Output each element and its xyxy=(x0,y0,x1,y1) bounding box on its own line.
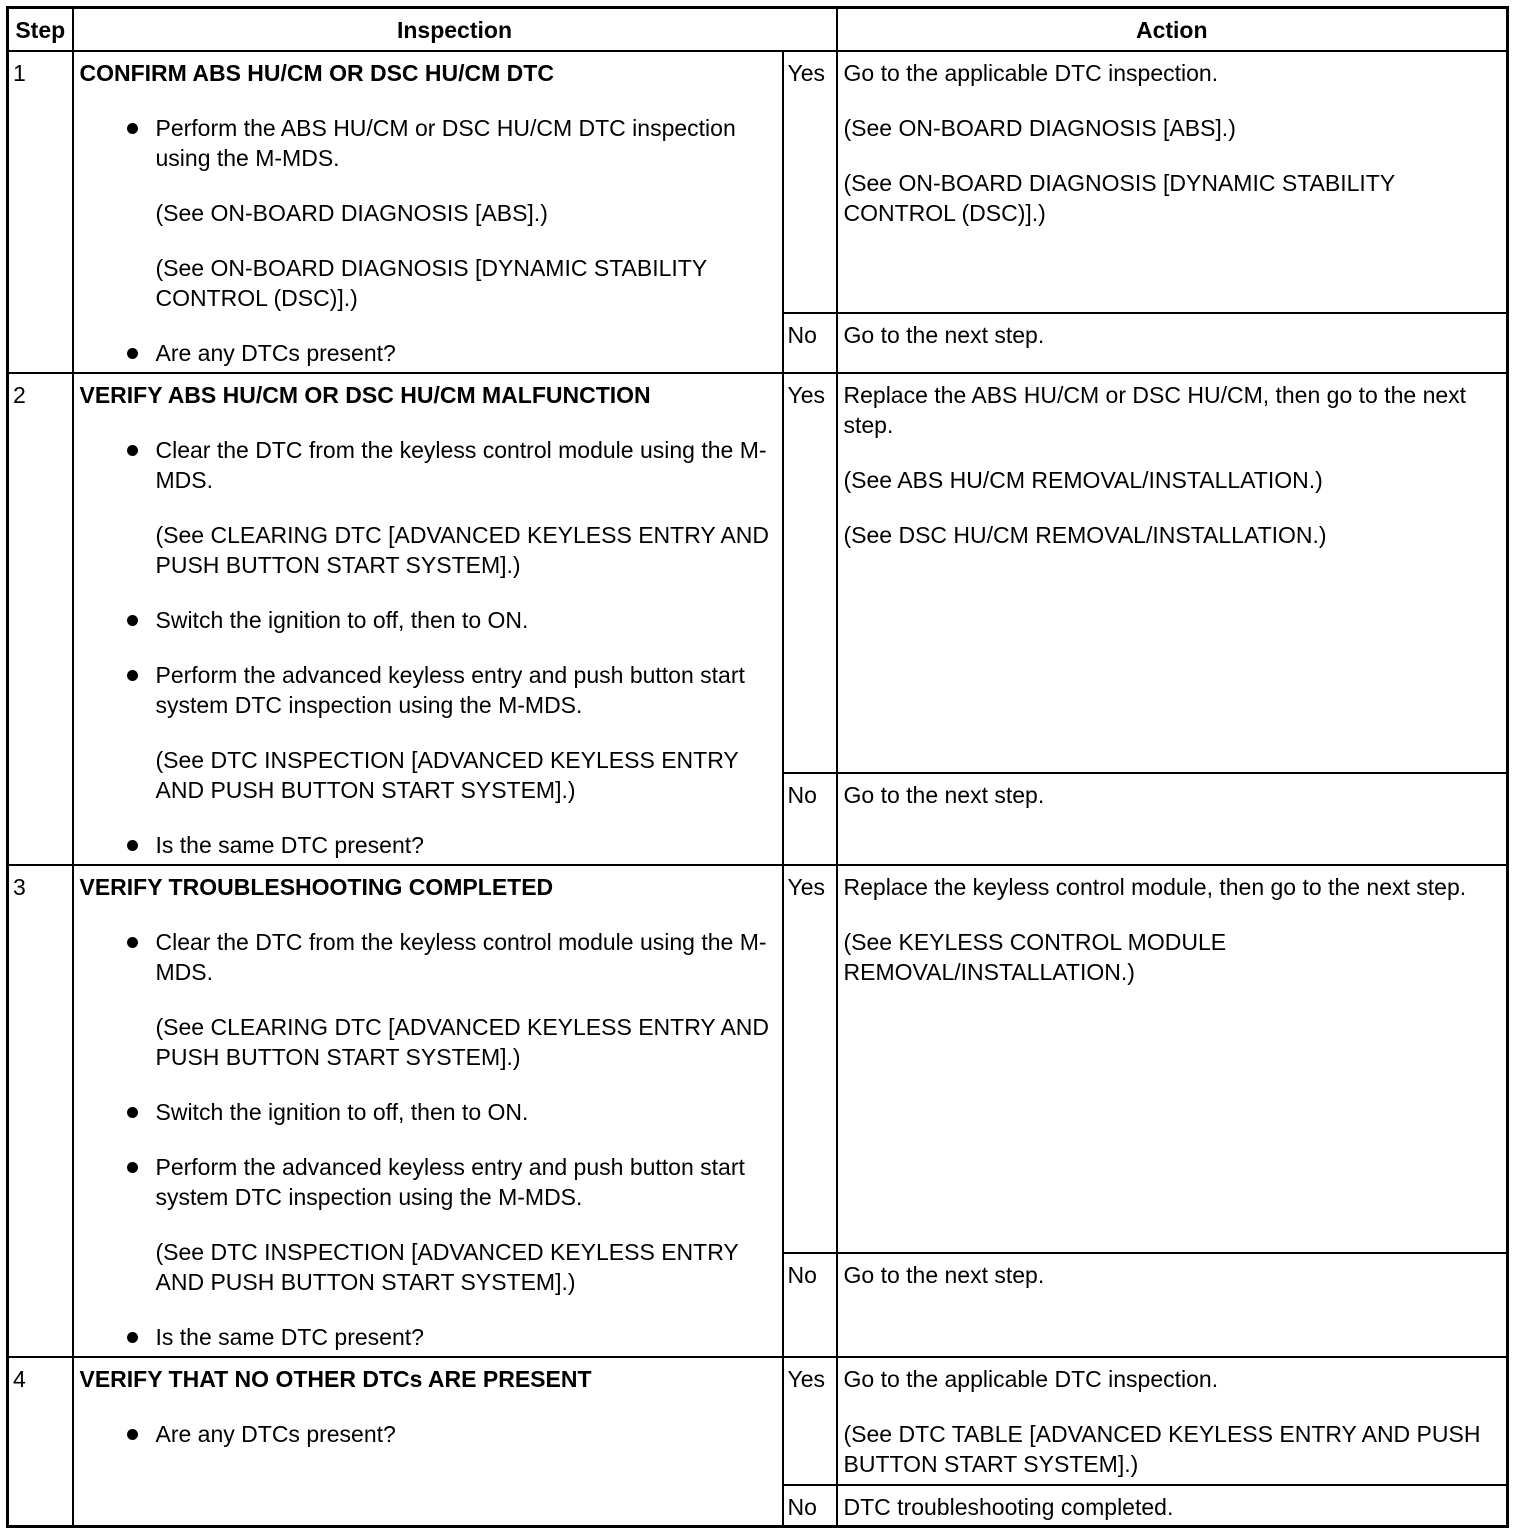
no-label: No xyxy=(783,773,837,865)
bullet-item xyxy=(80,660,774,720)
header-inspection: Inspection xyxy=(73,8,837,51)
step-number: 3 xyxy=(8,865,73,1357)
yes-action xyxy=(837,51,1508,313)
bullet-text: Perform the advanced keyless entry and push button start system DTC inspection using the M-MDS. xyxy=(155,1153,745,1210)
step-number: 1 xyxy=(8,51,73,373)
bullet-text: Switch the ignition to off, then to ON. xyxy=(155,606,529,633)
step-inspection xyxy=(73,1357,783,1527)
step-inspection xyxy=(73,865,783,1357)
bullet-text: Are any DTCs present? xyxy=(155,339,396,366)
no-label: No xyxy=(783,1485,837,1527)
header-step: Step xyxy=(8,8,73,51)
step-title: CONFIRM ABS HU/CM OR DSC HU/CM DTC xyxy=(79,59,554,86)
bullet-text: Perform the advanced keyless entry and push button start system DTC inspection using the M-MDS. xyxy=(155,661,745,718)
no-action: Go to the next step. xyxy=(837,773,1508,865)
action-text: Go to the applicable DTC inspection. xyxy=(843,59,1219,86)
header-action: Action xyxy=(837,8,1508,51)
action-reference: (See ON-BOARD DIAGNOSIS [DYNAMIC STABILITY CONTROL (DSC)].) xyxy=(843,169,1395,226)
step-4-yes-row xyxy=(8,1357,1508,1485)
step-title: VERIFY ABS HU/CM OR DSC HU/CM MALFUNCTION xyxy=(79,381,651,408)
step-2-yes-row xyxy=(8,373,1508,773)
bullet-item xyxy=(80,1419,774,1449)
step-number: 4 xyxy=(8,1357,73,1527)
yes-label: Yes xyxy=(783,865,837,1253)
bullet-text: Perform the ABS HU/CM or DSC HU/CM DTC inspection using the M-MDS. xyxy=(155,114,736,171)
reference-text: (See ON-BOARD DIAGNOSIS [DYNAMIC STABILITY CONTROL (DSC)].) xyxy=(155,254,707,311)
no-action: Go to the next step. xyxy=(837,313,1508,373)
yes-label: Yes xyxy=(783,373,837,773)
reference-text: (See CLEARING DTC [ADVANCED KEYLESS ENTRY AND PUSH BUTTON START SYSTEM].) xyxy=(155,521,770,578)
step-title: VERIFY TROUBLESHOOTING COMPLETED xyxy=(79,873,554,900)
action-text: Go to the applicable DTC inspection. xyxy=(843,1365,1219,1392)
troubleshooting-table xyxy=(6,6,1509,1528)
bullet-text: Is the same DTC present? xyxy=(155,1323,424,1350)
no-label: No xyxy=(783,313,837,373)
header-row xyxy=(8,8,1508,51)
bullet-text: Is the same DTC present? xyxy=(155,831,424,858)
no-label: No xyxy=(783,1253,837,1357)
yes-label: Yes xyxy=(783,1357,837,1485)
step-title: VERIFY THAT NO OTHER DTCs ARE PRESENT xyxy=(79,1365,592,1392)
bullet-text: Clear the DTC from the keyless control module using the M-MDS. xyxy=(155,436,767,493)
bullet-item xyxy=(80,1152,774,1212)
yes-action xyxy=(837,1357,1508,1485)
bullet-item xyxy=(80,927,774,987)
bullet-item xyxy=(80,1322,774,1352)
bullet-item xyxy=(80,1097,774,1127)
action-text: Replace the keyless control module, then go to the next step. xyxy=(843,873,1467,900)
bullet-item xyxy=(80,605,774,635)
action-text: Replace the ABS HU/CM or DSC HU/CM, then go to the next step. xyxy=(843,381,1467,438)
yes-action xyxy=(837,373,1508,773)
reference-text: (See DTC INSPECTION [ADVANCED KEYLESS ENTRY AND PUSH BUTTON START SYSTEM].) xyxy=(155,1238,739,1295)
step-inspection xyxy=(73,373,783,865)
no-action: DTC troubleshooting completed. xyxy=(837,1485,1508,1527)
bullet-item xyxy=(80,435,774,495)
bullet-text: Clear the DTC from the keyless control module using the M-MDS. xyxy=(155,928,767,985)
step-3-yes-row xyxy=(8,865,1508,1253)
bullet-text: Are any DTCs present? xyxy=(155,1420,396,1447)
bullet-text: Switch the ignition to off, then to ON. xyxy=(155,1098,529,1125)
action-reference: (See DTC TABLE [ADVANCED KEYLESS ENTRY AND PUSH BUTTON START SYSTEM].) xyxy=(843,1420,1481,1477)
reference-text: (See CLEARING DTC [ADVANCED KEYLESS ENTRY AND PUSH BUTTON START SYSTEM].) xyxy=(155,1013,770,1070)
step-inspection xyxy=(73,51,783,373)
reference-text: (See ON-BOARD DIAGNOSIS [ABS].) xyxy=(155,199,548,226)
reference-text: (See DTC INSPECTION [ADVANCED KEYLESS ENTRY AND PUSH BUTTON START SYSTEM].) xyxy=(155,746,739,803)
bullet-item xyxy=(80,338,774,368)
step-1-yes-row xyxy=(8,51,1508,313)
action-reference: (See ABS HU/CM REMOVAL/INSTALLATION.) xyxy=(843,466,1323,493)
yes-action xyxy=(837,865,1508,1253)
action-reference: (See KEYLESS CONTROL MODULE REMOVAL/INSTALLATION.) xyxy=(843,928,1227,985)
action-reference: (See DSC HU/CM REMOVAL/INSTALLATION.) xyxy=(843,521,1327,548)
step-number: 2 xyxy=(8,373,73,865)
yes-label: Yes xyxy=(783,51,837,313)
bullet-item xyxy=(80,113,774,173)
no-action: Go to the next step. xyxy=(837,1253,1508,1357)
action-reference: (See ON-BOARD DIAGNOSIS [ABS].) xyxy=(843,114,1236,141)
bullet-item xyxy=(80,830,774,860)
